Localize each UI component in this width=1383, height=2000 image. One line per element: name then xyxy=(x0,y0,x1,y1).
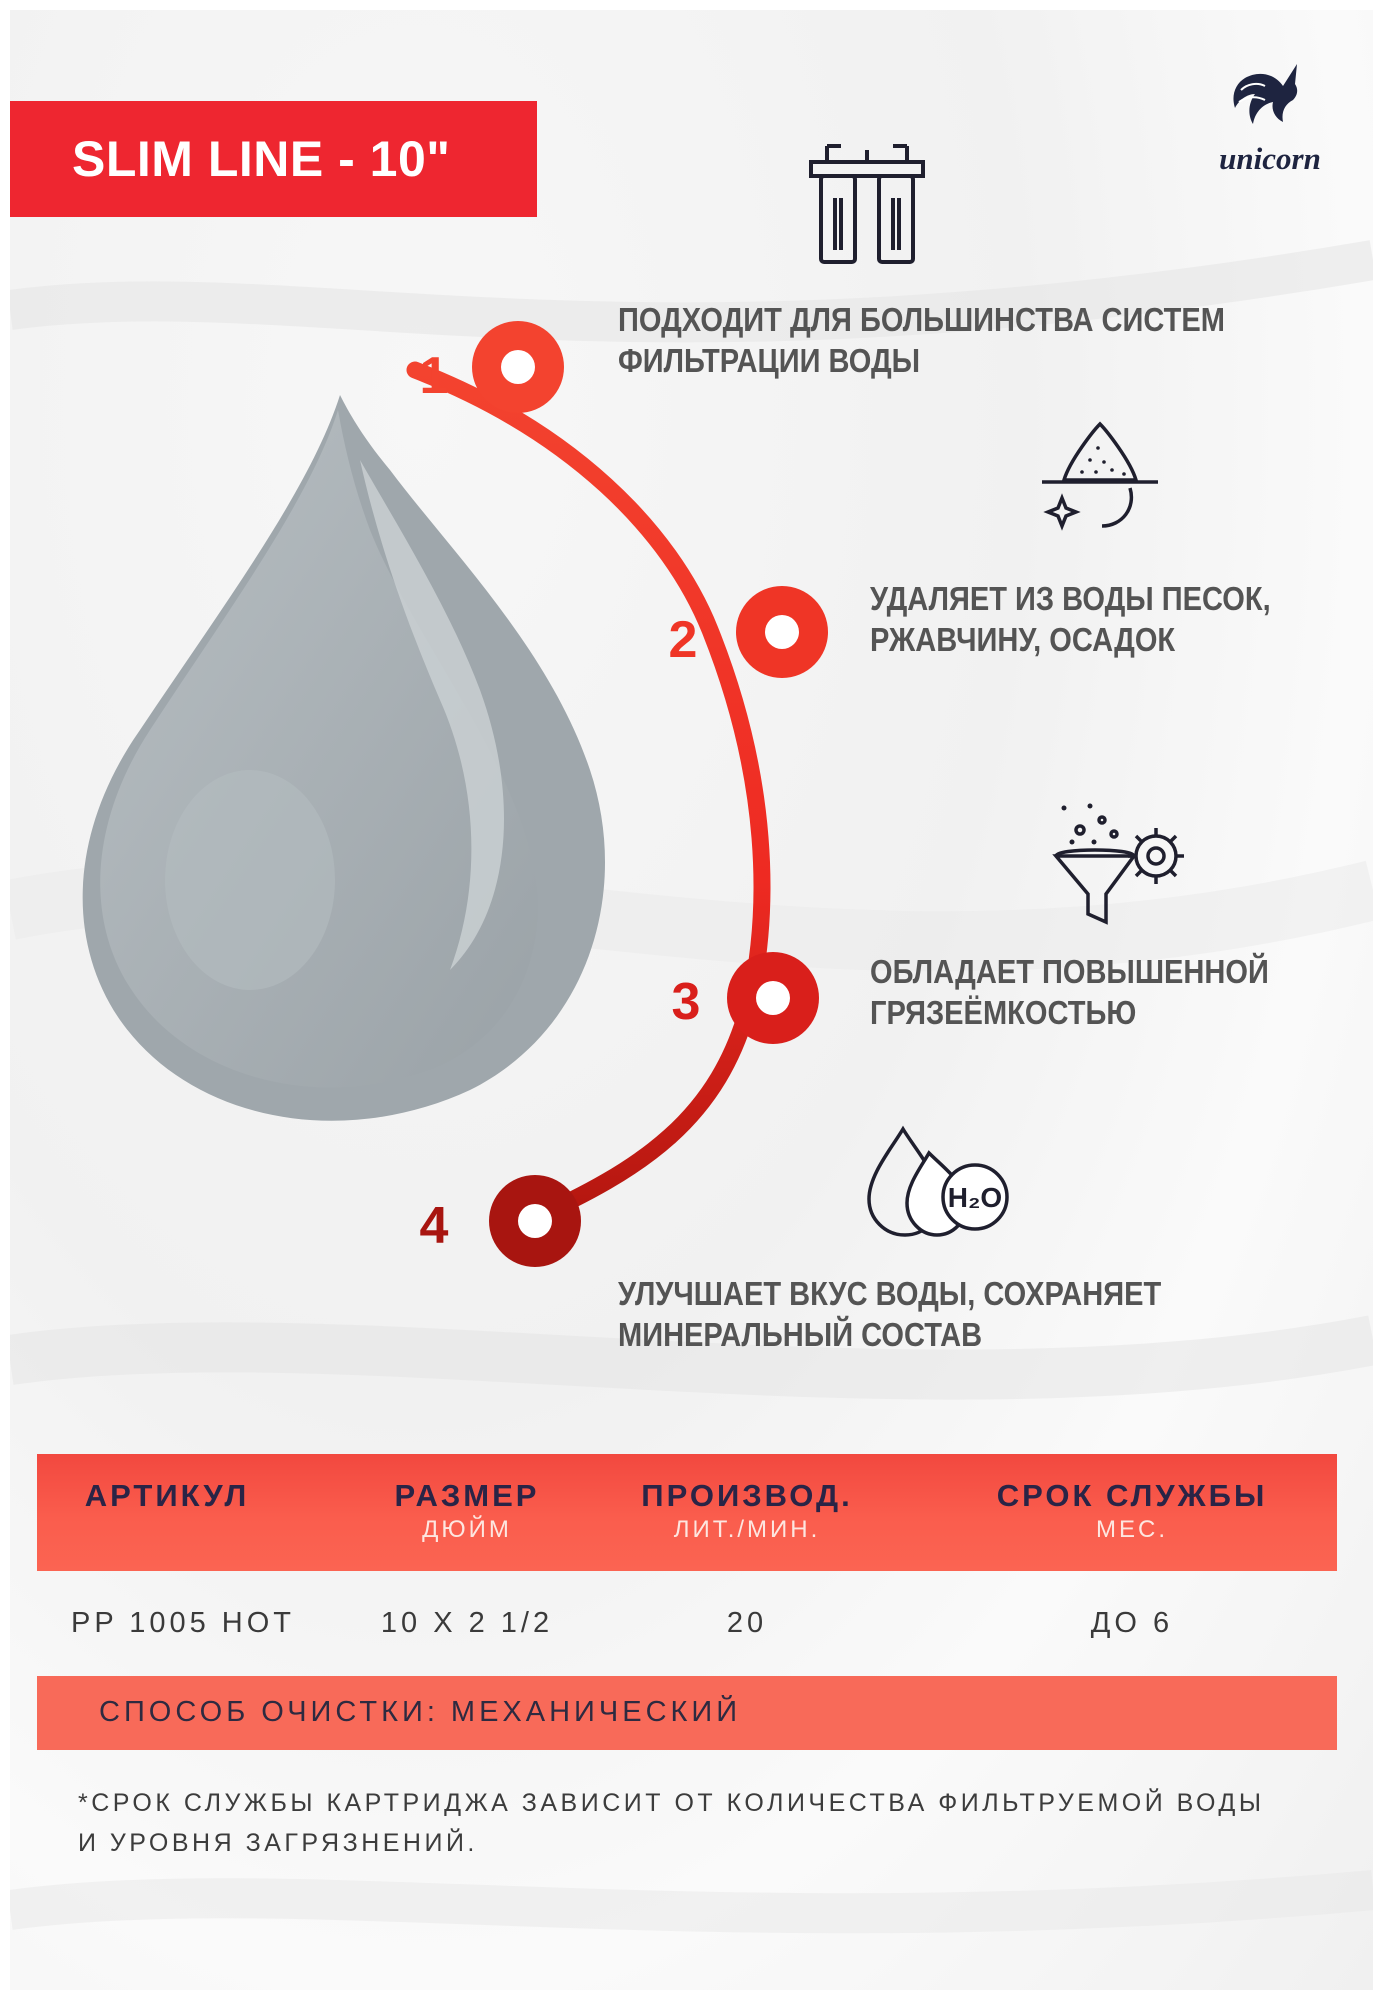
column-throughput-title: ПРОИЗВОД. xyxy=(641,1478,853,1513)
water-drop-illustration xyxy=(83,395,605,1121)
feature-1-text xyxy=(618,299,1225,381)
cell-article: PP 1005 HOT xyxy=(71,1607,296,1639)
column-article xyxy=(57,1478,277,1514)
spec-table-header xyxy=(37,1454,1337,1571)
feature-2-text xyxy=(870,578,1271,660)
brand-name: unicorn xyxy=(1219,141,1321,176)
column-size-unit-label: ДЮЙМ xyxy=(422,1516,512,1543)
step-number-3: 3 xyxy=(671,973,701,1031)
feature-timeline xyxy=(10,10,1373,1430)
cleaning-method-text: СПОСОБ ОЧИСТКИ: МЕХАНИЧЕСКИЙ xyxy=(99,1696,742,1728)
feature-3-text xyxy=(870,951,1269,1033)
feature-4-line2: МИНЕРАЛЬНЫЙ СОСТАВ xyxy=(618,1316,983,1353)
feature-2-line1: УДАЛЯЕТ ИЗ ВОДЫ ПЕСОК, xyxy=(870,580,1271,617)
timeline-node-2 xyxy=(736,586,828,678)
timeline-node-4 xyxy=(489,1175,581,1267)
step-number-1: 1 xyxy=(419,347,449,405)
feature-1-line2: ФИЛЬТРАЦИИ ВОДЫ xyxy=(618,342,921,379)
h2o-label: H₂O xyxy=(947,1182,1003,1213)
footnote-line1: *СРОК СЛУЖБЫ КАРТРИДЖА ЗАВИСИТ ОТ КОЛИЧЕСТВА ФИЛЬТРУЕМОЙ ВОДЫ xyxy=(78,1789,1265,1817)
column-lifetime xyxy=(967,1478,1297,1544)
feature-1-line1: ПОДХОДИТ ДЛЯ БОЛЬШИНСТВА СИСТЕМ xyxy=(618,301,1225,338)
page-title: SLIM LINE - 10" xyxy=(72,131,451,187)
feature-4-text xyxy=(618,1273,1161,1355)
step-number-4: 4 xyxy=(419,1197,449,1255)
column-size xyxy=(347,1478,587,1544)
sand-cleaning-icon xyxy=(1040,420,1160,535)
timeline-node-3 xyxy=(727,952,819,1044)
column-throughput xyxy=(617,1478,877,1544)
column-article-title: АРТИКУЛ xyxy=(84,1478,250,1513)
cell-size: 10 Х 2 1/2 xyxy=(380,1607,554,1639)
step-number-2: 2 xyxy=(668,611,698,669)
spec-table-row xyxy=(37,1571,1337,1676)
column-lifetime-title: СРОК СЛУЖБЫ xyxy=(996,1478,1268,1513)
funnel-gear-icon xyxy=(1050,800,1190,930)
timeline-node-1 xyxy=(472,321,564,413)
footnote-line2: И УРОВНЯ ЗАГРЯЗНЕНИЙ. xyxy=(78,1829,478,1857)
feature-3-line2: ГРЯЗЕЁМКОСТЬЮ xyxy=(870,994,1137,1031)
cell-throughput: 20 xyxy=(726,1607,768,1639)
column-size-title: РАЗМЕР xyxy=(394,1478,540,1513)
cleaning-method-bar xyxy=(37,1676,1337,1750)
footnote xyxy=(78,1783,1308,1863)
water-filter-system-icon xyxy=(807,140,927,265)
cell-lifetime: ДО 6 xyxy=(1090,1607,1174,1639)
column-throughput-unit: ЛИТ./МИН. xyxy=(673,1516,821,1543)
water-drops-h2o-icon xyxy=(863,1125,1013,1240)
column-lifetime-unit: МЕС. xyxy=(1096,1516,1168,1543)
poster-sheet xyxy=(10,10,1373,1990)
feature-2-line2: РЖАВЧИНУ, ОСАДОК xyxy=(870,621,1176,658)
feature-3-line1: ОБЛАДАЕТ ПОВЫШЕННОЙ xyxy=(870,953,1269,990)
feature-4-line1: УЛУЧШАЕТ ВКУС ВОДЫ, СОХРАНЯЕТ xyxy=(618,1275,1162,1312)
